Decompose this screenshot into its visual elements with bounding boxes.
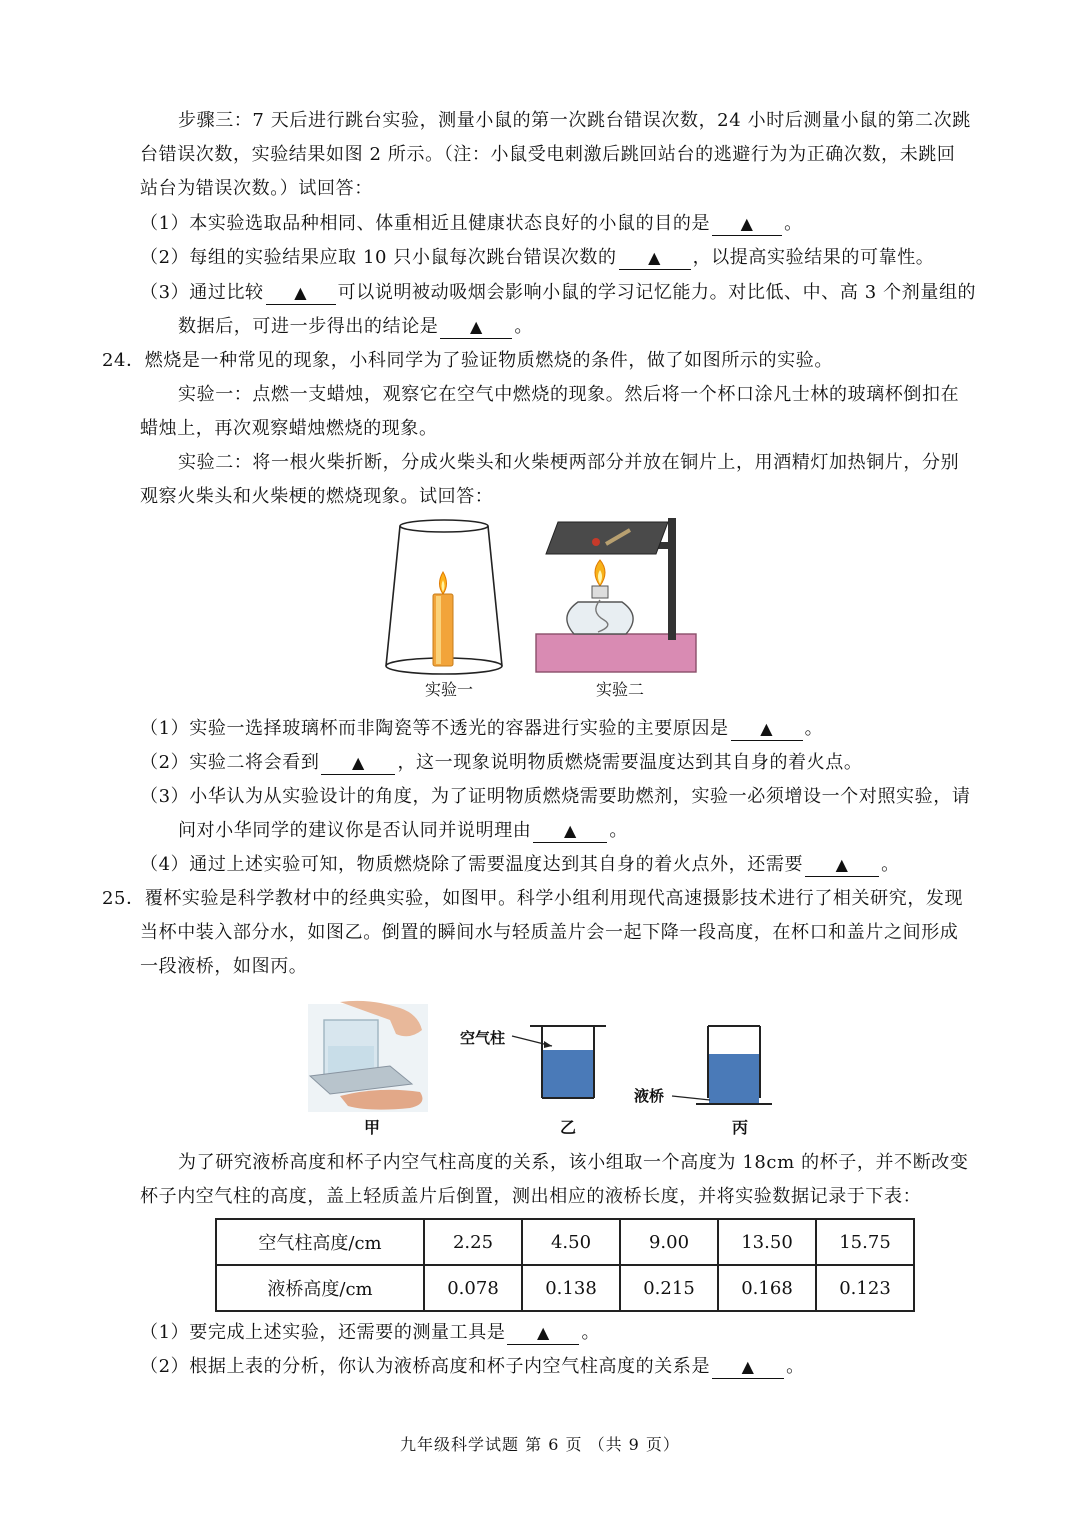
table-cell: 9.00	[620, 1219, 718, 1265]
q24-part3-line1: （3）小华认为从实验设计的角度，为了证明物质燃烧需要助燃剂，实验一必须增设一个对照实验，请	[140, 786, 971, 807]
q24-part1-text: （1）实验一选择玻璃杯而非陶瓷等不透光的容器进行实验的主要原因是	[140, 718, 729, 739]
answer-blank[interactable]: ▲	[712, 1356, 784, 1379]
table-cell: 2.25	[424, 1219, 522, 1265]
answer-blank[interactable]: ▲	[507, 1322, 579, 1345]
q23-part2	[140, 245, 934, 271]
q24-part4-end: 。	[881, 854, 900, 875]
figure-caption-exp2: 实验二	[596, 680, 645, 699]
q25-intro-line2: 当杯中装入部分水，如图乙。倒置的瞬间水与轻质盖片会一起下降一段高度，在杯口和盖片之间形成	[140, 922, 959, 943]
answer-blank[interactable]: ▲	[805, 854, 879, 877]
q24-part3-line2-end: 。	[609, 820, 629, 841]
alcohol-lamp	[567, 560, 633, 634]
q25-intro-line3: 一段液桥，如图丙。	[140, 956, 308, 977]
q23-part3-text: （3）通过比较	[140, 282, 264, 303]
q23-part2-end: ，以提高实验结果的可靠性。	[692, 247, 935, 268]
q25-part1-text: （1）要完成上述实验，还需要的测量工具是	[140, 1322, 506, 1343]
diagram-cup-b	[512, 1026, 606, 1098]
answer-blank[interactable]: ▲	[619, 247, 691, 270]
q24-exp2-line1: 实验二：将一根火柴折断，分成火柴头和火柴梗两部分并放在铜片上，用酒精灯加热铜片，分别	[178, 452, 960, 473]
table-cell: 15.75	[816, 1219, 914, 1265]
answer-blank[interactable]: ▲	[440, 316, 512, 339]
q25-study-line2: 杯子内空气柱的高度，盖上轻质盖片后倒置，测出相应的液桥长度，并将实验数据记录于下表：	[140, 1186, 922, 1207]
table-cell: 0.123	[816, 1265, 914, 1311]
table-row-header: 空气柱高度/cm	[216, 1219, 424, 1265]
q23-step3-line1: 步骤三：7 天后进行跳台实验，测量小鼠的第一次跳台错误次数，24 小时后测量小鼠的第二次跳	[178, 110, 971, 131]
q25-study-line1: 为了研究液桥高度和杯子内空气柱高度的关系，该小组取一个高度为 18cm 的杯子，并不断改变	[178, 1152, 969, 1173]
answer-blank[interactable]: ▲	[533, 820, 607, 843]
data-table	[215, 1218, 915, 1312]
figure-caption-exp1: 实验一	[425, 680, 474, 699]
table-cell: 13.50	[718, 1219, 816, 1265]
candle	[433, 572, 453, 666]
q24-part3-line2	[178, 818, 628, 844]
q25-part1-end: 。	[581, 1322, 601, 1343]
q23-step3-line2: 台错误次数，实验结果如图 2 所示。（注：小鼠受电刺激后跳回站台的逃避行为为正确次数，未跳回	[140, 144, 956, 165]
label-air-column: 空气柱	[460, 1029, 506, 1047]
q23-part1-end: 。	[784, 213, 803, 234]
q23-part3	[140, 280, 976, 306]
q23-part3-line2	[178, 314, 533, 340]
answer-blank[interactable]: ▲	[712, 213, 782, 236]
table-row	[216, 1219, 914, 1265]
label-liquid-bridge: 液桥	[634, 1087, 665, 1105]
q24-part3-line2-text: 问对小华同学的建议你是否认同并说明理由	[178, 820, 532, 841]
table-cell: 0.215	[620, 1265, 718, 1311]
q23-part1-text: （1）本实验选取品种相同、体重相近且健康状态良好的小鼠的目的是	[140, 213, 711, 234]
photo-inverted-cup-hands	[308, 1001, 428, 1112]
table-cell: 0.138	[522, 1265, 620, 1311]
q25-part2-end: 。	[786, 1356, 805, 1377]
page-footer: 九年级科学试题 第 6 页 （共 9 页）	[400, 1435, 680, 1454]
q24-part2	[140, 750, 862, 776]
table-row-header: 液桥高度/cm	[216, 1265, 424, 1311]
q25-number: 25．	[102, 888, 145, 909]
q24-exp1-line2: 蜡烛上，再次观察蜡烛燃烧的现象。	[140, 418, 438, 439]
copper-plate	[546, 522, 668, 554]
table-cell: 4.50	[522, 1219, 620, 1265]
table-row	[216, 1265, 914, 1311]
q24-part2-end: ，这一现象说明物质燃烧需要温度达到其自身的着火点。	[397, 752, 863, 773]
q24-part1-end: 。	[804, 718, 824, 739]
table-cell: 0.078	[424, 1265, 522, 1311]
q24-exp2-line2: 观察火柴头和火柴梗的燃烧现象。试回答：	[140, 486, 494, 507]
q24-part4	[140, 852, 900, 878]
q23-part2-text: （2）每组的实验结果应取 10 只小鼠每次跳台错误次数的	[140, 247, 617, 268]
combustion-experiment-figure	[378, 516, 704, 680]
q24-part1	[140, 716, 823, 742]
q24-part2-text: （2）实验二将会看到	[140, 752, 320, 773]
figure-caption-a: 甲	[364, 1118, 381, 1137]
q23-part3-line2-end: 。	[514, 316, 534, 337]
diagram-cup-c	[672, 1026, 772, 1104]
answer-blank[interactable]: ▲	[266, 282, 336, 305]
q24-intro: 燃烧是一种常见的现象，小科同学为了验证物质燃烧的条件，做了如图所示的实验。	[144, 350, 833, 371]
q24-number: 24．	[102, 350, 145, 371]
q24-intro-line	[102, 348, 833, 374]
q25-part2-text: （2）根据上表的分析，你认为液桥高度和杯子内空气柱高度的关系是	[140, 1356, 711, 1377]
q23-part1	[140, 211, 803, 237]
q25-intro: 覆杯实验是科学教材中的经典实验，如图甲。科学小组利用现代高速摄影技术进行了相关研究，发现	[144, 888, 964, 909]
q23-step3-line3: 站台为错误次数。）试回答：	[140, 178, 373, 199]
q23-part3-rest: 可以说明被动吸烟会影响小鼠的学习记忆能力。对比低、中、高 3 个剂量组的	[337, 282, 977, 303]
figure-caption-c: 丙	[732, 1118, 749, 1137]
q24-exp1-line1: 实验一：点燃一支蜡烛，观察它在空气中燃烧的现象。然后将一个杯口涂凡士林的玻璃杯倒扣在	[178, 384, 960, 405]
q25-intro-line1	[102, 886, 963, 912]
q25-part2	[140, 1354, 805, 1380]
table-cell: 0.168	[718, 1265, 816, 1311]
answer-blank[interactable]: ▲	[321, 752, 395, 775]
answer-blank[interactable]: ▲	[731, 718, 803, 741]
q25-part1	[140, 1320, 600, 1346]
figure-caption-b: 乙	[560, 1118, 577, 1137]
q23-part3-line2-text: 数据后，可进一步得出的结论是	[178, 316, 439, 337]
q24-part4-text: （4）通过上述实验可知，物质燃烧除了需要温度达到其自身的着火点外，还需要	[140, 854, 804, 875]
cup-experiment-figure	[300, 1000, 790, 1116]
